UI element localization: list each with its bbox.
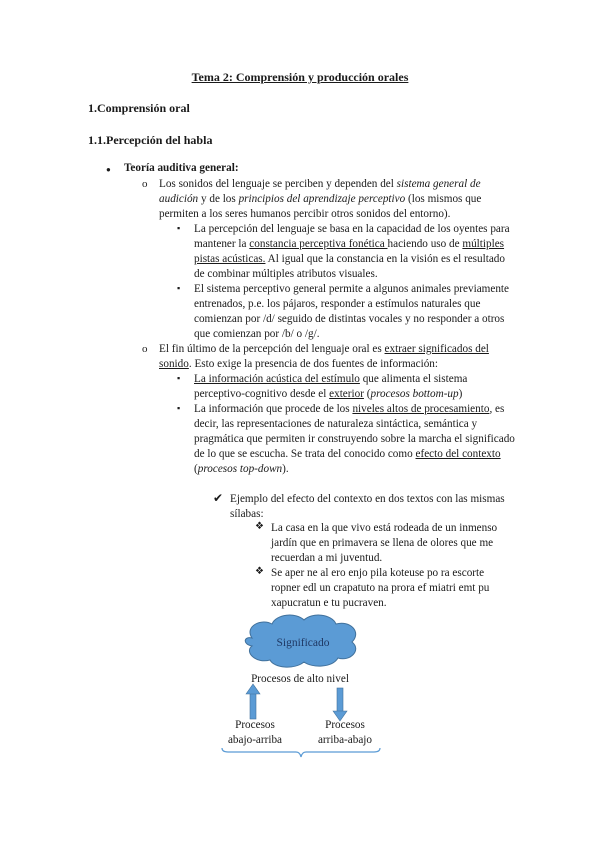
cloud-label: Significado bbox=[276, 637, 330, 649]
list-item: La percepción del lenguaje se basa en la capacidad de los oyentes para mantener la constancia perceptiva fonética haciendo uso de múltiples pistas acústicas. Al igual que la constancia en la visión es el resultado de combinar múltiples atributos visuales. bbox=[194, 223, 510, 280]
up-arrow-icon bbox=[246, 684, 260, 719]
square-bullet-icon: ▪ bbox=[177, 223, 181, 233]
square-bullet-icon: ▪ bbox=[177, 373, 181, 383]
down-arrow-icon bbox=[333, 688, 347, 721]
section-heading-1-1: 1.1.Percepción del habla bbox=[88, 133, 213, 147]
top-down-label: Procesos arriba-abajo bbox=[317, 719, 373, 746]
checkmark-bullet-icon: ✔ bbox=[213, 491, 224, 505]
circle-bullet-icon: o bbox=[142, 178, 148, 190]
list-item: La información que procede de los niveles altos de procesamiento, es decir, las representaciones de naturaleza sintáctica, semántica y pragmática que permiten ir construyendo sobre la marcha el significado de lo que se escucha. Se trata del conocido como efecto del contexto (procesos top-down). bbox=[194, 403, 515, 475]
list-item: La información acústica del estímulo que alimenta el sistema perceptivo-cognitivo desde el exterior (procesos bottom-up) bbox=[194, 373, 468, 400]
section-heading-1: 1.Comprensión oral bbox=[88, 101, 190, 115]
sub-bullet-paragraph: Los sonidos del lenguaje se perciben y dependen del sistema general de audición y de los principios del aprendizaje perceptivo (los mismos que permiten a los seres humanos percibir otros sonidos del entorno). bbox=[159, 178, 482, 220]
high-level-label: Procesos de alto nivel bbox=[251, 673, 349, 685]
disc-bullet-icon: ● bbox=[106, 165, 111, 174]
square-bullet-icon: ▪ bbox=[177, 403, 181, 413]
circle-bullet-icon: o bbox=[142, 343, 148, 355]
diamond-bullet-icon: ❖ bbox=[255, 521, 264, 532]
page-title: Tema 2: Comprensión y producción orales bbox=[191, 70, 409, 84]
list-item: El sistema perceptivo general permite a algunos animales previamente entrenados, p.e. los pájaros, responder a estímulos naturales que comienzan por /d/ seguido de distintas vocales y no responder a otros que comienzan por /b/ o /g/. bbox=[194, 283, 509, 340]
example-intro: Ejemplo del efecto del contexto en dos textos con las mismas sílabas: bbox=[230, 493, 505, 520]
bottom-brace bbox=[222, 748, 380, 757]
example-item: Se aper ne al ero enjo pila koteuse po ra escorte ropner edl un crapatuto na prora ef miatri emt pu xapucratun e tu pucraven. bbox=[271, 567, 490, 609]
bottom-up-label: Procesos abajo-arriba bbox=[227, 719, 283, 746]
example-item: La casa en la que vivo está rodeada de un inmenso jardín que en primavera se llena de olores que me recuerdan a mi juventud. bbox=[271, 522, 498, 564]
square-bullet-icon: ▪ bbox=[177, 283, 181, 293]
diamond-bullet-icon: ❖ bbox=[255, 566, 264, 577]
sub-bullet-paragraph: El fin último de la percepción del lenguaje oral es extraer significados del sonido. Esto exige la presencia de dos fuentes de información: bbox=[159, 343, 489, 370]
bullet-heading: Teoría auditiva general: bbox=[124, 162, 239, 174]
